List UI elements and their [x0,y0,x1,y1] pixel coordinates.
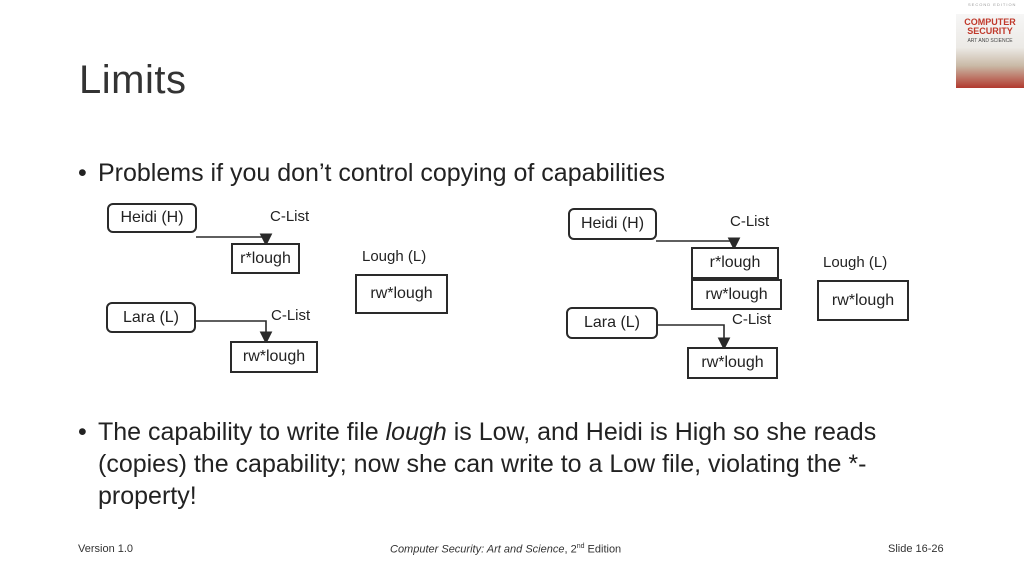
right-heidi-clist-label: C-List [730,213,770,230]
footer-slide-number: Slide 16-26 [888,543,944,555]
bullet-2 [78,416,958,516]
left-lara-clist-label: C-List [271,307,311,324]
footer-version: Version 1.0 [78,543,134,555]
left-lough-label: Lough (L) [362,248,427,265]
right-lara-arrow [658,325,724,347]
right-lara-box: Lara (L) [566,307,658,339]
bullet-dot: • [78,159,87,187]
bullet-2-text: The capability to write file lough is Low, and Heidi is High so she reads (copies) the capability; now she can write to a Low file, violating the *-property! [98,418,877,510]
bullet-dot: • [78,418,87,446]
right-lough-capability: rw*lough [817,280,909,321]
left-lough-capability: rw*lough [355,274,448,314]
left-lara-box: Lara (L) [106,302,196,333]
left-heidi-capability: r*lough [231,243,300,274]
book-cover-subtitle: ART AND SCIENCE [967,38,1013,44]
left-lara-arrow [196,321,266,341]
book-cover-title: COMPUTER SECURITY [964,17,1016,36]
bullet-1-text: Problems if you don’t control copying of capabilities [98,159,665,187]
right-heidi-box: Heidi (H) [568,208,657,240]
left-heidi-box: Heidi (H) [107,203,197,233]
left-lara-capability: rw*lough [230,341,318,373]
right-lara-clist-label: C-List [732,311,772,328]
footer-book-title: Computer Security: Art and Science, 2nd Edition [390,543,622,556]
slide-title: Limits [79,58,187,102]
right-lara-capability: rw*lough [687,347,778,379]
left-heidi-clist-label: C-List [270,208,310,225]
edition-tag: SECOND EDITION [968,2,1017,7]
right-heidi-capability-1: r*lough [691,247,779,279]
bullet-2-emphasis: lough [385,418,447,446]
right-lough-label: Lough (L) [823,254,888,271]
right-heidi-capability-2: rw*lough [691,279,782,310]
